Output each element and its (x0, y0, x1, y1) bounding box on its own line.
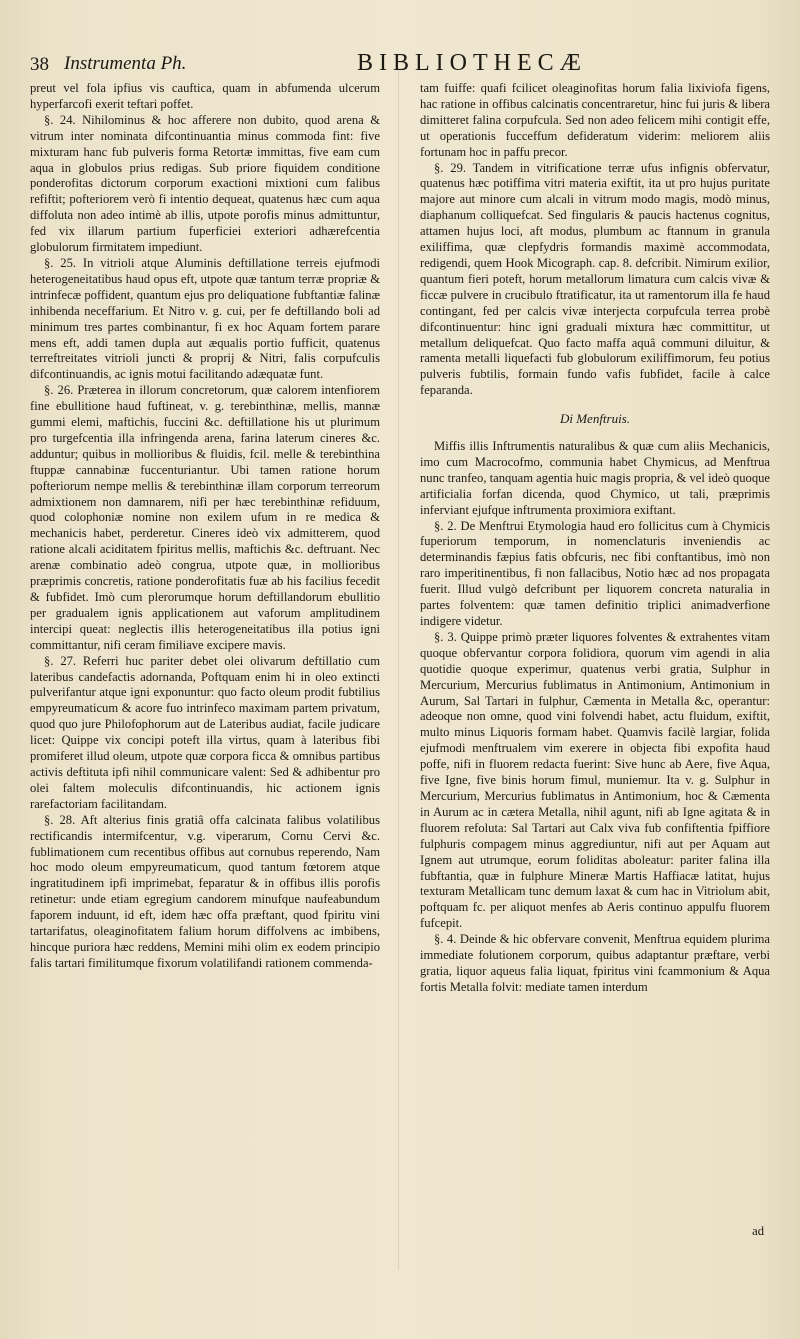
paragraph: §. 27. Referri huc pariter debet olei olivarum deftillatio cum lateribus candefactis adornanda, Poftquam enim hi in oleo extincti pulverifantur atque igni exponuntur: quo facto oleum prodit fubtilius empyreumaticum & acore fuo intrinfeco maximam partem privatum, quod quo jure Philofophorum aut de Lateribus audiat, facile judicare licet: Quippe vix concipi poteft illa virtus, quam à lateribus fibi promiferet illud oleum, utpote quæ corpora ficca & omnibus partibus activis deftituta ipfi nihil communicare valent: Sed & adhibentur pro olei faltem moleculis difcontinuandis, hic actionem ignis rarefactoriam facilitandam. (30, 653, 380, 811)
paragraph: Miffis illis Inftrumentis naturalibus & quæ cum aliis Mechanicis, imo cum Macrocofmo, communia habet Chymicus, ad Menftrua nunc tranfeo, tanquam agentia huic magis propria, & vel ideò quoque artificialia forfan dicenda, quod Chymico, ut tali, præprimis inferviant ejufque inftrumenta proximiora exiftant. (420, 439, 770, 517)
running-head: Instrumenta Ph. (64, 53, 187, 74)
header-title: BIBLIOTHECÆ (357, 50, 587, 76)
paragraph: §. 28. Aft alterius finis gratiâ offa calcinata falibus volatilibus rectificandis intermifcentur, v.g. viperarum, Cornu Cervi &c. fublimationem cum recentibus offibus aut cornubus reperendo, Nam hoc modo oleum empyreumaticum, quod tantum fœtorem atque ingratitudinem ipfi imprimebat, feparatur & in offibus illis porofis retinetur: unde etiam egregium candorem minufque naufeabundum faporem induunt, id eft, idem hæc offa præftant, quod fpiritu vini tartarifatus, oleaginofitatem falium horum diffolvens ac imbibens, hincque puriora hæc reddens, Memini mihi olim ex eodem principio falis tartari fimilitumque fixorum volatilifandi rationem commenda- (30, 812, 380, 970)
page-header (24, 48, 776, 78)
paragraph: §. 25. In vitrioli atque Aluminis deftillatione terreis ejufmodi heterogeneitatibus haud opus eft, utpote quæ tantum terræ propriæ & intrinfecæ poffident, quantum ejus pro deliquatione fubftantiæ falinæ inhibenda neceffarium. Et Nitro v. g. cui, per fe deftillando boli ad minimum tres partes combinantur, fi ex hoc Aquam fortem parare mens eft, addi tamen dupla aut æqualis portio fufficit, quatenus terreftreitates vitrioli juncti & proprij & Nitri, falis corpufculis difcontinuandis, ac ignis motui facilitando adæquatæ funt. (30, 255, 380, 382)
paragraph: preut vel fola ipfius vis cauftica, quam in abfumenda ulcerum hyperfarcofi exerit teftari poffet. (30, 81, 380, 111)
section-heading: Di Menftruis. (559, 411, 631, 427)
paragraph: §. 2. De Menftrui Etymologia haud ero follicitus cum à Chymicis fuperiorum temporum, in nomenclaturis inveniendis ac determinandis fæpius fatis obfcuris, nec fibi conftantibus, imò non raro imperitinentibus, fi non fallacibus, Notio hæc ad nos propagata fuerit. Illud vulgò defcribunt per liquorem concreta naturalia in partes folventem: quæ tamen definitio triplici animadverfione indigere videtur. (420, 518, 770, 628)
paragraph: §. 26. Præterea in illorum concretorum, quæ calorem intenfiorem fine ebullitione haud fuftineat, v. g. terebinthinæ, mellis, mannæ gummi elemi, maftichis, fuccini &c. deftillatione his ut plurimum pro turgefcentia illa infringenda arena, farina laterum cineres &c. adduntur; quibus in mollioribus & fluidis, fcil. melle & terebinthina ftuppæ cannabinæ fuccenturiantur. Ubi tamen ratione horum pofteriorum nempe mellis & terebinthinæ illam corporum terreorum admixtionem non damnarem, nifi per hæc terebinthinæ refiduum, quod colophoniæ nomine non exilem ufum in re medica & mechanicis habet, perderetur. Cineres ideò vix admitterem, quod ratione alcali aciditatem fpiritus mellis, maftichis &c. deftruant. Nec arenæ combinatio adeò congrua, utpote quæ, in mollioribus præprimis concretis, ratione ponderofitatis fuæ ab his facilius fecedit & fubfidet. Imò cum plerorumque horum deftillandorum ebullitio per gradualem ignis applicationem aut vaforum amplitudinem intercipi queat: neglectis illis heterogeneitatibus illa potius igni committantur, nifi ceram fimiliave excipere mavis. (30, 383, 380, 652)
left-column (30, 81, 380, 972)
page-number: 38 (30, 54, 49, 75)
right-column (420, 81, 770, 996)
paragraph: §. 29. Tandem in vitrificatione terræ ufus infignis obfervatur, quatenus hæc potiffima vitri materia exiftit, ita ut pro hujus puritate majore aut minore cum alcali in vitrum modo magis, modò minus, diaphanum colliquefcat. Sed fingularis & paucis hactenus cognitus, attamen hujus loci, aft modus, plumbum ac ftannum in granula exiliffima, quæ clepfydris formandis maximè accommodata, redigendi, quem Hook Micograph. cap. 8. defcribit. Nimirum exilior, quantum fieri poteft, horum metallorum limatura cum calcis vivæ & ficcæ pulvere in crucibulo ftratificatur, ita ut ramentorum illa fe haud contingant, fed per calcis vivæ interjecta corpufcula terrea probè difcontinuentur: hinc igni graduali mixtura hæc committitur, ut metallum deliquefcat. Quo facto maffa aquâ communi diluitur, & ramenta metalli liquefacti fub globulorum exiliffimorum, feu potius pulveris fubtilis, formain fundo vafis fubfidet, facile à calce feparanda. (420, 160, 770, 398)
paragraph: tam fuiffe: quafi fcilicet oleaginofitas horum falia lixiviofa figens, hac ratione in offibus calcinatis concentraretur, hinc fui juris & libera dimitteret falina corpufcula. Sed non adeo felicem mihi contigit effe, ut operationis fucceffum defideratum viderim: meliorem aliis fortunam hoc in paffu precor. (420, 81, 770, 159)
paragraph: §. 24. Nihilominus & hoc afferere non dubito, quod arena & vitrum inter nominata difcontinuantia minus commoda fint: five mixturam hanc fub pulveris forma Retortæ immittas, five eam cum aqua in globulos prius redigas. Sub priore fiquidem conditione ponderofitas dictorum corporum exactioni mixtioni cum falibus refiftit; pofteriorem verò fi intentio dequeat, quatenus hæc cum aqua diffoluta non adeo intimè ab illis, utpote porofis minus admittuntur, fed vix illarum partium fuperficiei exteriori adhærefcentia globulorum firmitatem impediunt. (30, 112, 380, 255)
paragraph: §. 3. Quippe primò præter liquores folventes & extrahentes vitam quoque obfervantur corpora folidiora, quorum vim agendi in alia quotidie quoque experimur, quatenus verbi gratia, Sulphur in Mercurium, Mercurius fublimatus in Antimonium, Antimonium in Aurum, Sal Tartari in fulphur, Cæmenta in Metalla &c, operantur: adeoque non omne, quod vini folvendi habet, actu fluidum, exiftit, multo minus Liquoris formam habet. Quamvis facilè largiar, folida ejufmodi menftrualem vim exerere in objecta fibi expofita haud poffe, nifi in fluorem redacta fuerint: Sive hunc ab Aere, five Aqua, five Igne, five binis horum fimul, muniemur. Ita v. g. Sulphur in Mercurium, Mercurius fublimatus in Antimonium, hoc & Cæmenta in Aurum ac in cætera Metalla, nihil agunt, nifi ab Igne agitata & in fluorem refoluta: Sal Tartari aut Calx viva fub confiftentia fpiffiore fulphuris compagem minus aggrediuntur, nifi aut per Aquam aut Ignem aut utrumque, eorum foliditas aboleatur: pariter falina illa fubftantia, quæ in fulphure Mineræ Martis Haffiacæ latitat, hujus texturam Metallicam tunc demum laxat & cum hac in Vitriolum abit, poftquam fc. per aliquot menfes ab Aeris continuo appulfu fluorem fufcepit. (420, 629, 770, 931)
paragraph: §. 4. Deinde & hic obfervare convenit, Menftrua equidem plurima immediate folutionem corporum, quibus adaptantur præftare, verbi gratia, liquor aqueus falia liquat, fpiritus vini fcammonium & Aqua fortis Metalla folvit: mediate tamen interdum (420, 932, 770, 994)
column-gutter (398, 70, 399, 1270)
catchword: ad (752, 1224, 764, 1238)
